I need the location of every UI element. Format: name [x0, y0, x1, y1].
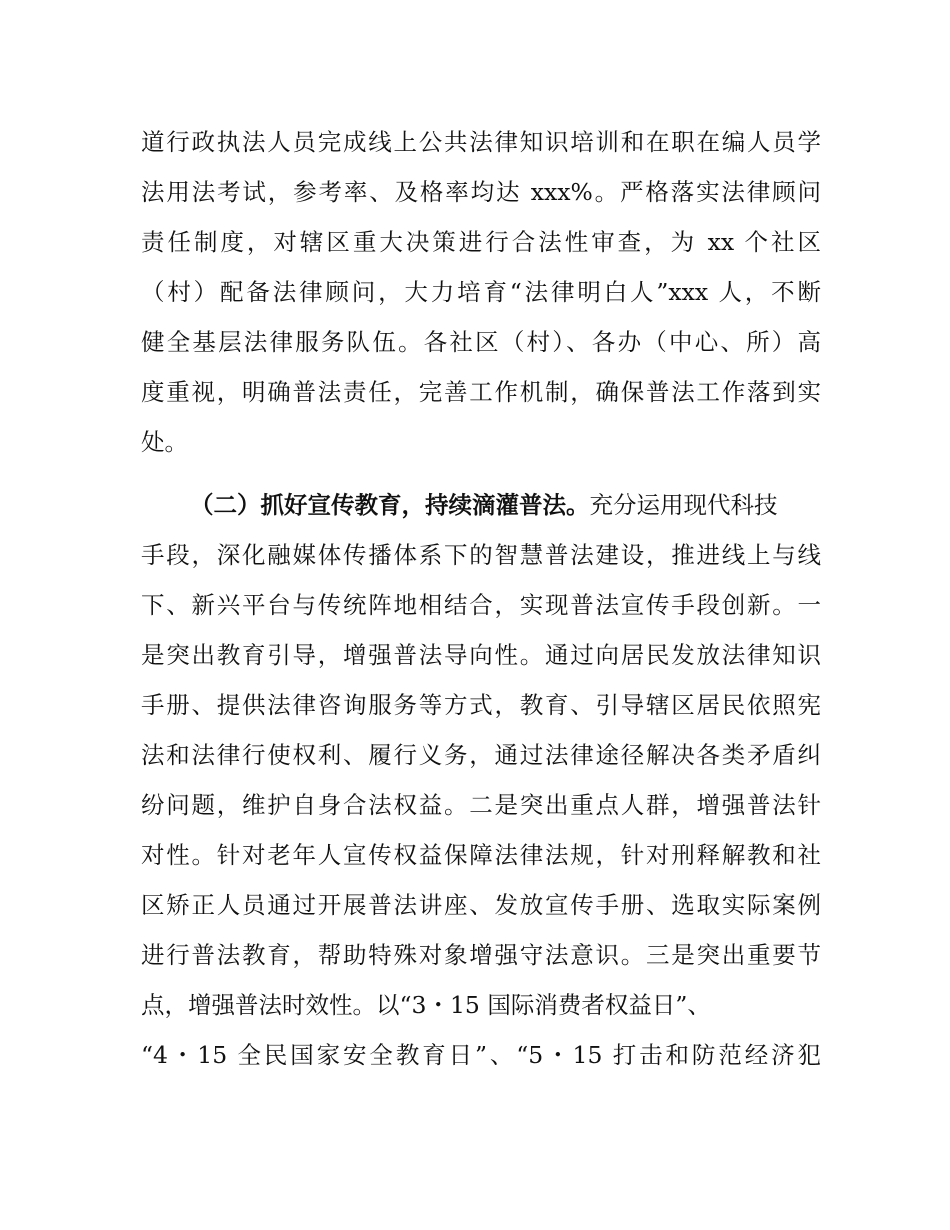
text-line: 处。: [141, 428, 188, 456]
text-line: 对性。针对老年人宣传权益保障法律法规，针对刑释解教和社: [141, 841, 821, 869]
section-heading: （二）抓好宣传教育，持续滴灌普法。: [190, 491, 590, 519]
text-line: 法和法律行使权利、履行义务，通过法律途径解决各类矛盾纠: [141, 741, 821, 769]
text-line: （村）配备法律顾问，大力培育“法律明白人”xxx 人，不断: [141, 278, 821, 306]
text-line: 点，增强普法时效性。以“3・15 国际消费者权益日”、: [141, 991, 711, 1019]
text-line: 道行政执法人员完成线上公共法律知识培训和在职在编人员学: [141, 128, 821, 156]
text-line: 法用法考试，参考率、及格率均达 xxx%。严格落实法律顾问: [141, 178, 821, 206]
text-line: 责任制度，对辖区重大决策进行合法性审查，为 xx 个社区: [141, 228, 821, 256]
section-heading-line: [190, 485, 810, 525]
text-line: 下、新兴平台与传统阵地相结合，实现普法宣传手段创新。一: [141, 591, 821, 619]
text-line: 纷问题，维护自身合法权益。二是突出重点人群，增强普法针: [141, 791, 821, 819]
text-line: 手段，深化融媒体传播体系下的智慧普法建设，推进线上与线: [141, 541, 821, 569]
text-run: 充分运用现代科技: [589, 491, 778, 519]
text-line: 区矫正人员通过开展普法讲座、发放宣传手册、选取实际案例: [141, 891, 821, 919]
text-line: 进行普法教育，帮助特殊对象增强守法意识。三是突出重要节: [141, 941, 821, 969]
text-line: 是突出教育引导，增强普法导向性。通过向居民发放法律知识: [141, 641, 821, 669]
text-line: 手册、提供法律咨询服务等方式，教育、引导辖区居民依照宪: [141, 691, 821, 719]
text-line: 度重视，明确普法责任，完善工作机制，确保普法工作落到实: [141, 378, 821, 406]
text-line: 健全基层法律服务队伍。各社区（村）、各办（中心、所）高: [141, 328, 821, 356]
text-line: “4・15 全民国家安全教育日”、“5・15 打击和防范经济犯: [141, 1041, 821, 1069]
